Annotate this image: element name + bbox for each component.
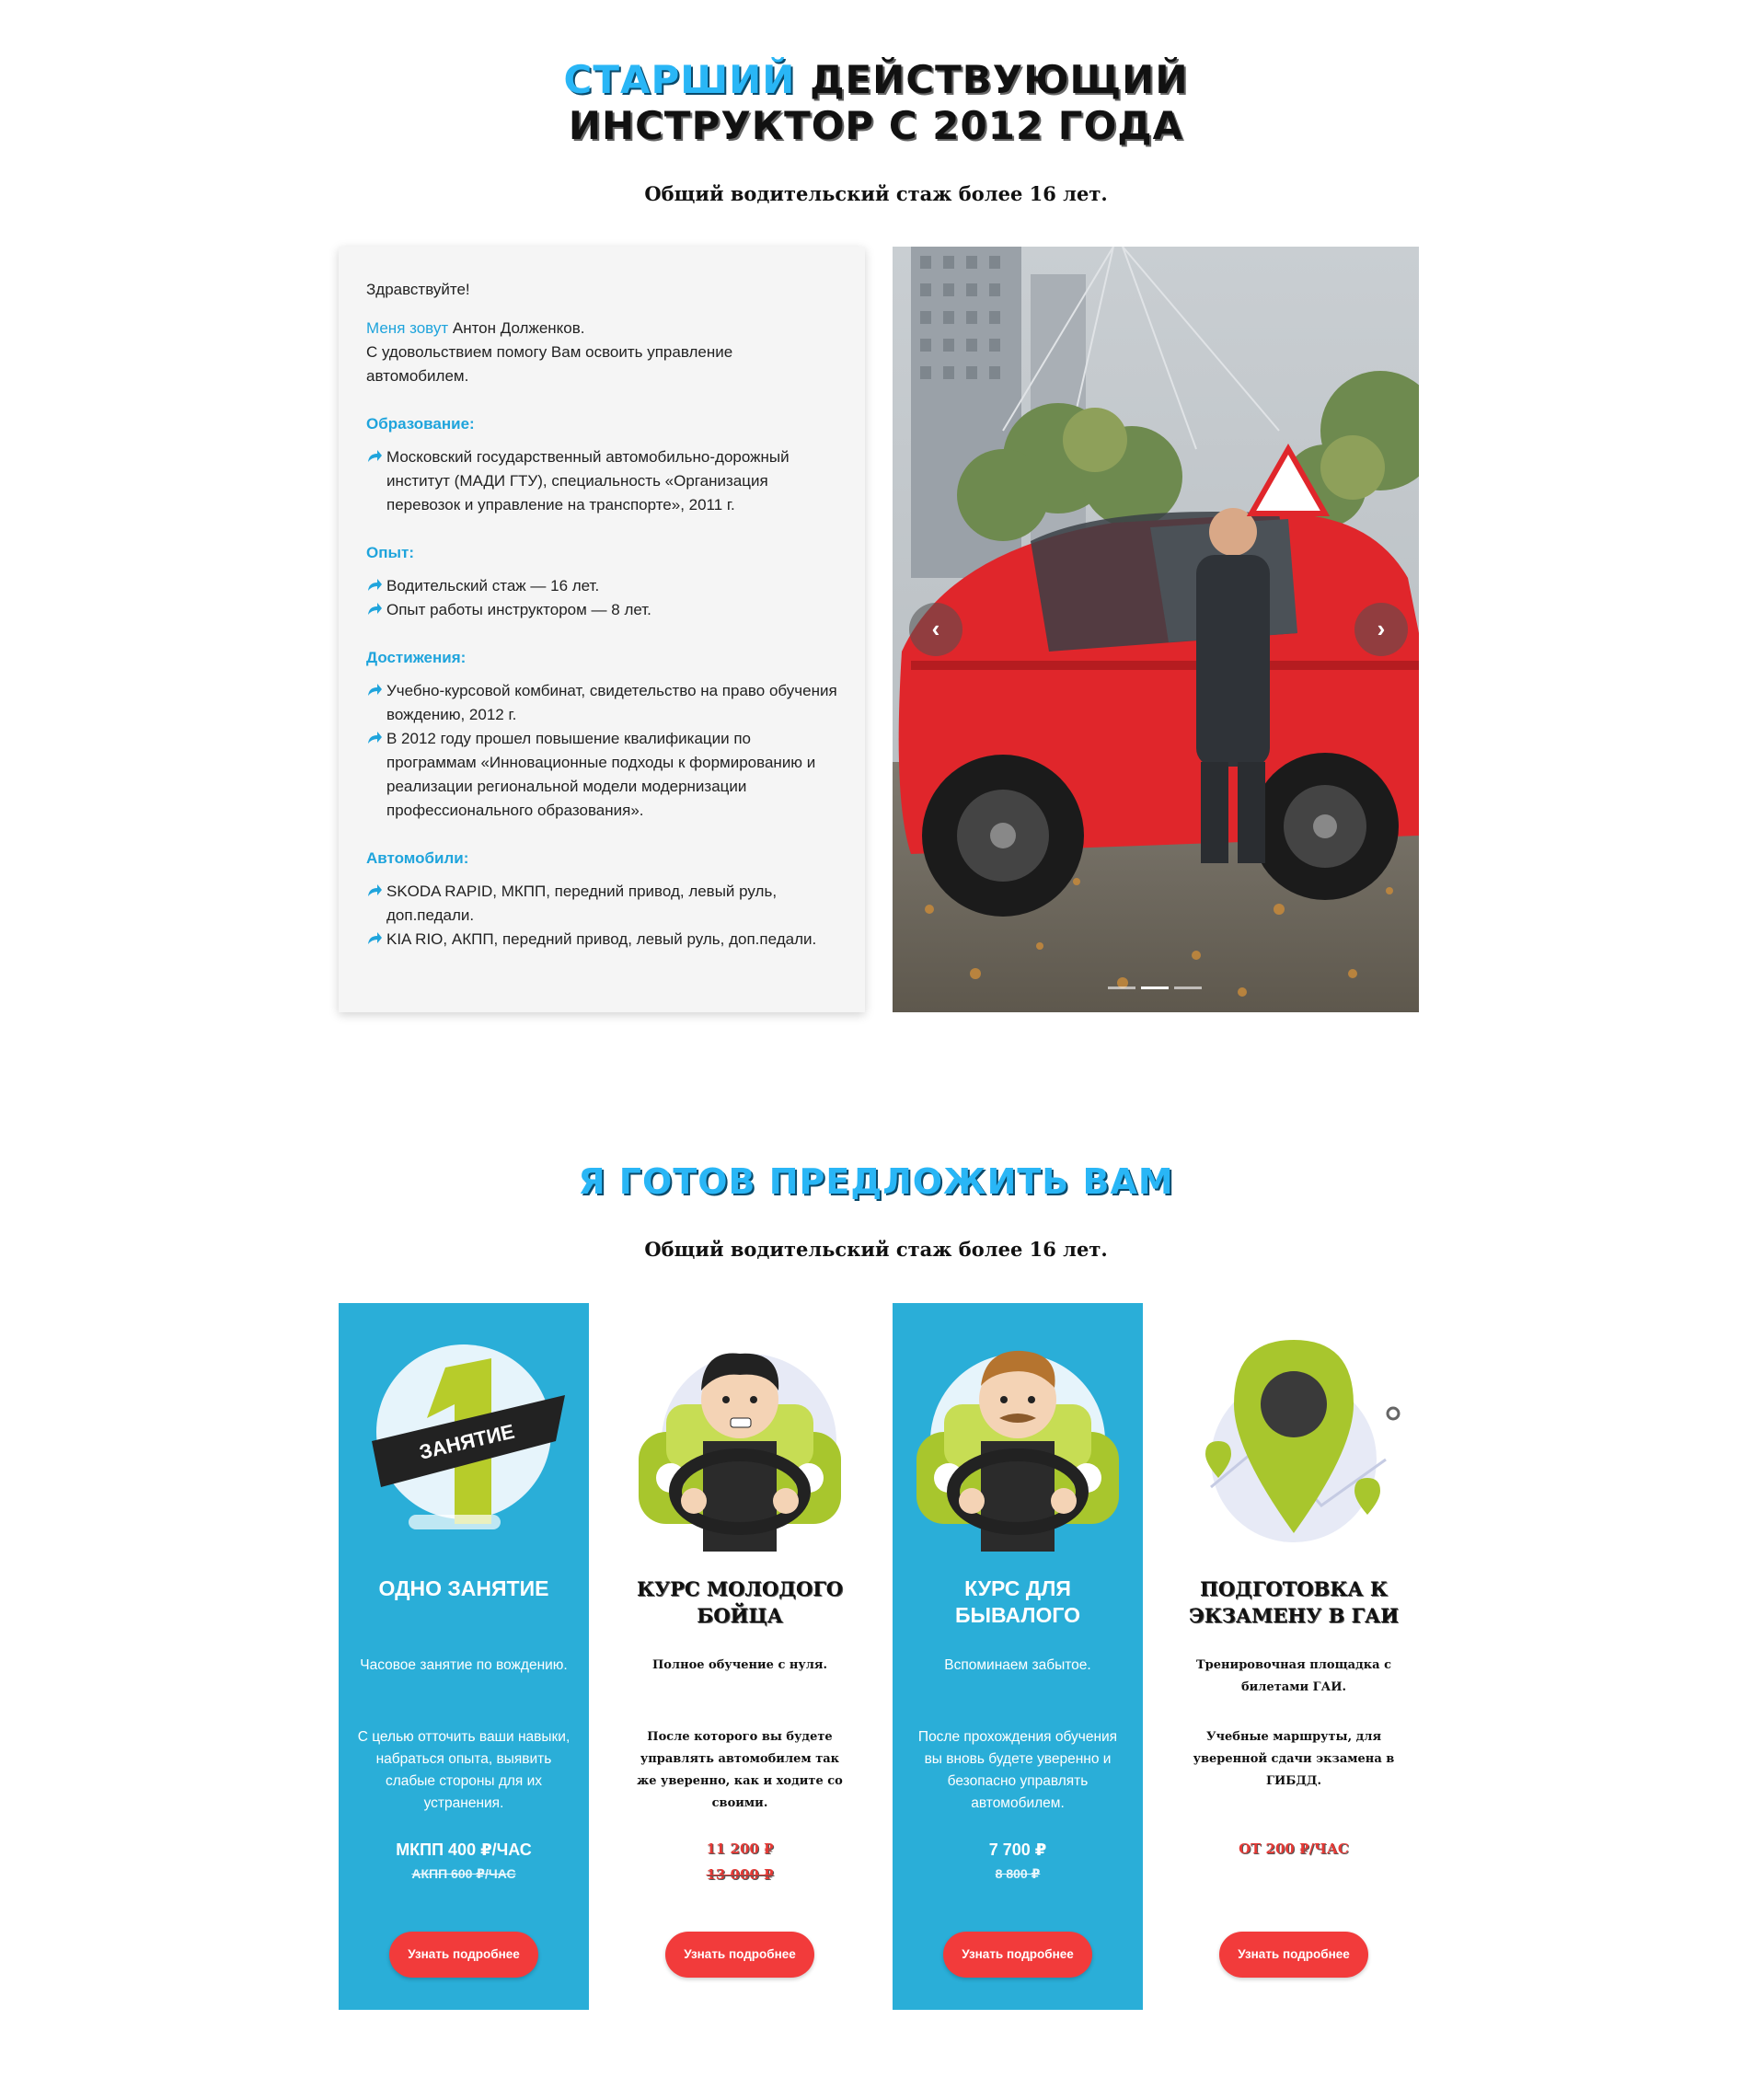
map-pin-icon <box>1183 1331 1404 1552</box>
instructor-car-photo <box>893 247 1419 1012</box>
card-desc2: Учебные маршруты, для уверенной сдачи экзамена в ГИБДД. <box>1193 1730 1395 1788</box>
experience-title: Опыт: <box>366 544 414 561</box>
card-desc: Вспоминаем забытое. <box>944 1657 1091 1673</box>
slider-next-button[interactable] <box>1354 603 1408 656</box>
details-button[interactable]: Узнать подробнее <box>943 1932 1092 1978</box>
slider-dots <box>1108 987 1202 989</box>
card-title: ПОДГОТОВКА К ЭКЗАМЕНУ В ГАИ <box>1188 1577 1399 1627</box>
car-item: SKODA RAPID, МКПП, передний привод, левый руль, доп.педали. <box>366 880 837 928</box>
offer-card-beginner-course <box>615 1303 865 2010</box>
card-title: КУРС ДЛЯ БЫВАЛОГО <box>954 1576 1081 1627</box>
experience-item: Опыт работы инструктором — 8 лет. <box>366 598 837 622</box>
greeting: Здравствуйте! <box>366 281 470 298</box>
details-button[interactable]: Узнать подробнее <box>1219 1932 1368 1978</box>
photo-slider <box>893 247 1419 1012</box>
card-price: 11 200 ₽ <box>706 1840 774 1857</box>
card-price: 7 700 ₽ <box>988 1840 1047 1859</box>
details-button[interactable]: Узнать подробнее <box>389 1932 538 1978</box>
card-price: ОТ 200 ₽/ЧАС <box>1239 1840 1349 1857</box>
slider-dot[interactable] <box>1108 987 1135 989</box>
section1-subtitle: Общий водительский стаж более 16 лет. <box>644 182 1108 205</box>
education-item: Московский государственный автомобильно-дорожный институт (МАДИ ГТУ), специальность «Организация перевозок и управление на транспорте», 2011 г. <box>366 445 837 517</box>
offer-card-experienced-course <box>893 1303 1143 2010</box>
chevron-left-icon: ‹ <box>931 615 940 642</box>
young-driver-icon <box>629 1331 850 1552</box>
card-old-price: 13 000 ₽ <box>706 1866 774 1883</box>
curved-arrow-icon <box>366 730 383 746</box>
intro-label: Меня зовут <box>366 319 449 337</box>
experience-item: Водительский стаж — 16 лет. <box>366 574 837 598</box>
achievement-item: Учебно-курсовой комбинат, свидетельство на право обучения вождению, 2012 г. <box>366 679 837 727</box>
curved-arrow-icon <box>366 930 383 947</box>
title-rest: ДЕЙСТВУЮЩИЙ <box>810 57 1189 102</box>
card-desc2: После которого вы будете управлять автомобилем так же уверенно, как и ходите со своими. <box>637 1730 843 1810</box>
card-old-price: АКПП 600 ₽/ЧАС <box>411 1866 516 1881</box>
section1-title <box>0 57 1752 149</box>
card-title: КУРС МОЛОДОГО БОЙЦА <box>636 1577 844 1627</box>
intro <box>366 317 837 340</box>
curved-arrow-icon <box>366 448 383 465</box>
achievement-item: В 2012 году прошел повышение квалификации по программам «Инновационные подходы к формированию и реализации региональной модели модернизации профессионального образования». <box>366 727 837 823</box>
bio-card <box>339 247 865 1012</box>
slider-dot[interactable] <box>1174 987 1202 989</box>
card-price: МКПП 400 ₽/ЧАС <box>396 1840 532 1859</box>
section2-subtitle: Общий водительский стаж более 16 лет. <box>644 1238 1108 1261</box>
curved-arrow-icon <box>366 883 383 899</box>
section2-title: Я ГОТОВ ПРЕДЛОЖИТЬ ВАМ <box>578 1161 1174 1202</box>
achievements-title: Достижения: <box>366 649 467 666</box>
title-line2: ИНСТРУКТОР С 2012 ГОДА <box>568 103 1184 148</box>
card-old-price: 8 800 ₽ <box>995 1866 1041 1881</box>
slider-prev-button[interactable] <box>909 603 962 656</box>
intro-text: С удовольствием помогу Вам освоить управление автомобилем. <box>366 343 733 385</box>
curved-arrow-icon <box>366 601 383 617</box>
title-accent: СТАРШИЙ <box>563 57 796 102</box>
lesson-badge-text: ЗАНЯТИЕ <box>417 1419 517 1464</box>
chevron-right-icon: › <box>1377 615 1386 642</box>
card-desc: Часовое занятие по вождению. <box>360 1657 568 1673</box>
number-one-lesson-icon <box>353 1331 574 1552</box>
details-button[interactable]: Узнать подробнее <box>665 1932 814 1978</box>
offer-card-exam-prep <box>1169 1303 1419 2010</box>
curved-arrow-icon <box>366 682 383 698</box>
card-title: ОДНО ЗАНЯТИЕ <box>378 1576 549 1600</box>
curved-arrow-icon <box>366 577 383 594</box>
experienced-driver-icon <box>907 1331 1128 1552</box>
card-desc: Тренировочная площадка с билетами ГАИ. <box>1196 1658 1391 1694</box>
card-desc2: С целью отточить ваши навыки, набраться опыта, выявить слабые стороны для их устранения. <box>357 1729 571 1811</box>
education-title: Образование: <box>366 415 475 433</box>
offer-card-single-lesson <box>339 1303 589 2010</box>
car-item: KIA RIO, АКПП, передний привод, левый руль, доп.педали. <box>366 928 837 952</box>
card-desc2: После прохождения обучения вы вновь будете уверенно и безопасно управлять автомобилем. <box>917 1729 1118 1811</box>
intro-name: Антон Долженков. <box>448 319 585 337</box>
slider-dot-active[interactable] <box>1141 987 1169 989</box>
card-desc: Полное обучение с нуля. <box>651 1658 828 1672</box>
cars-title: Автомобили: <box>366 849 469 867</box>
